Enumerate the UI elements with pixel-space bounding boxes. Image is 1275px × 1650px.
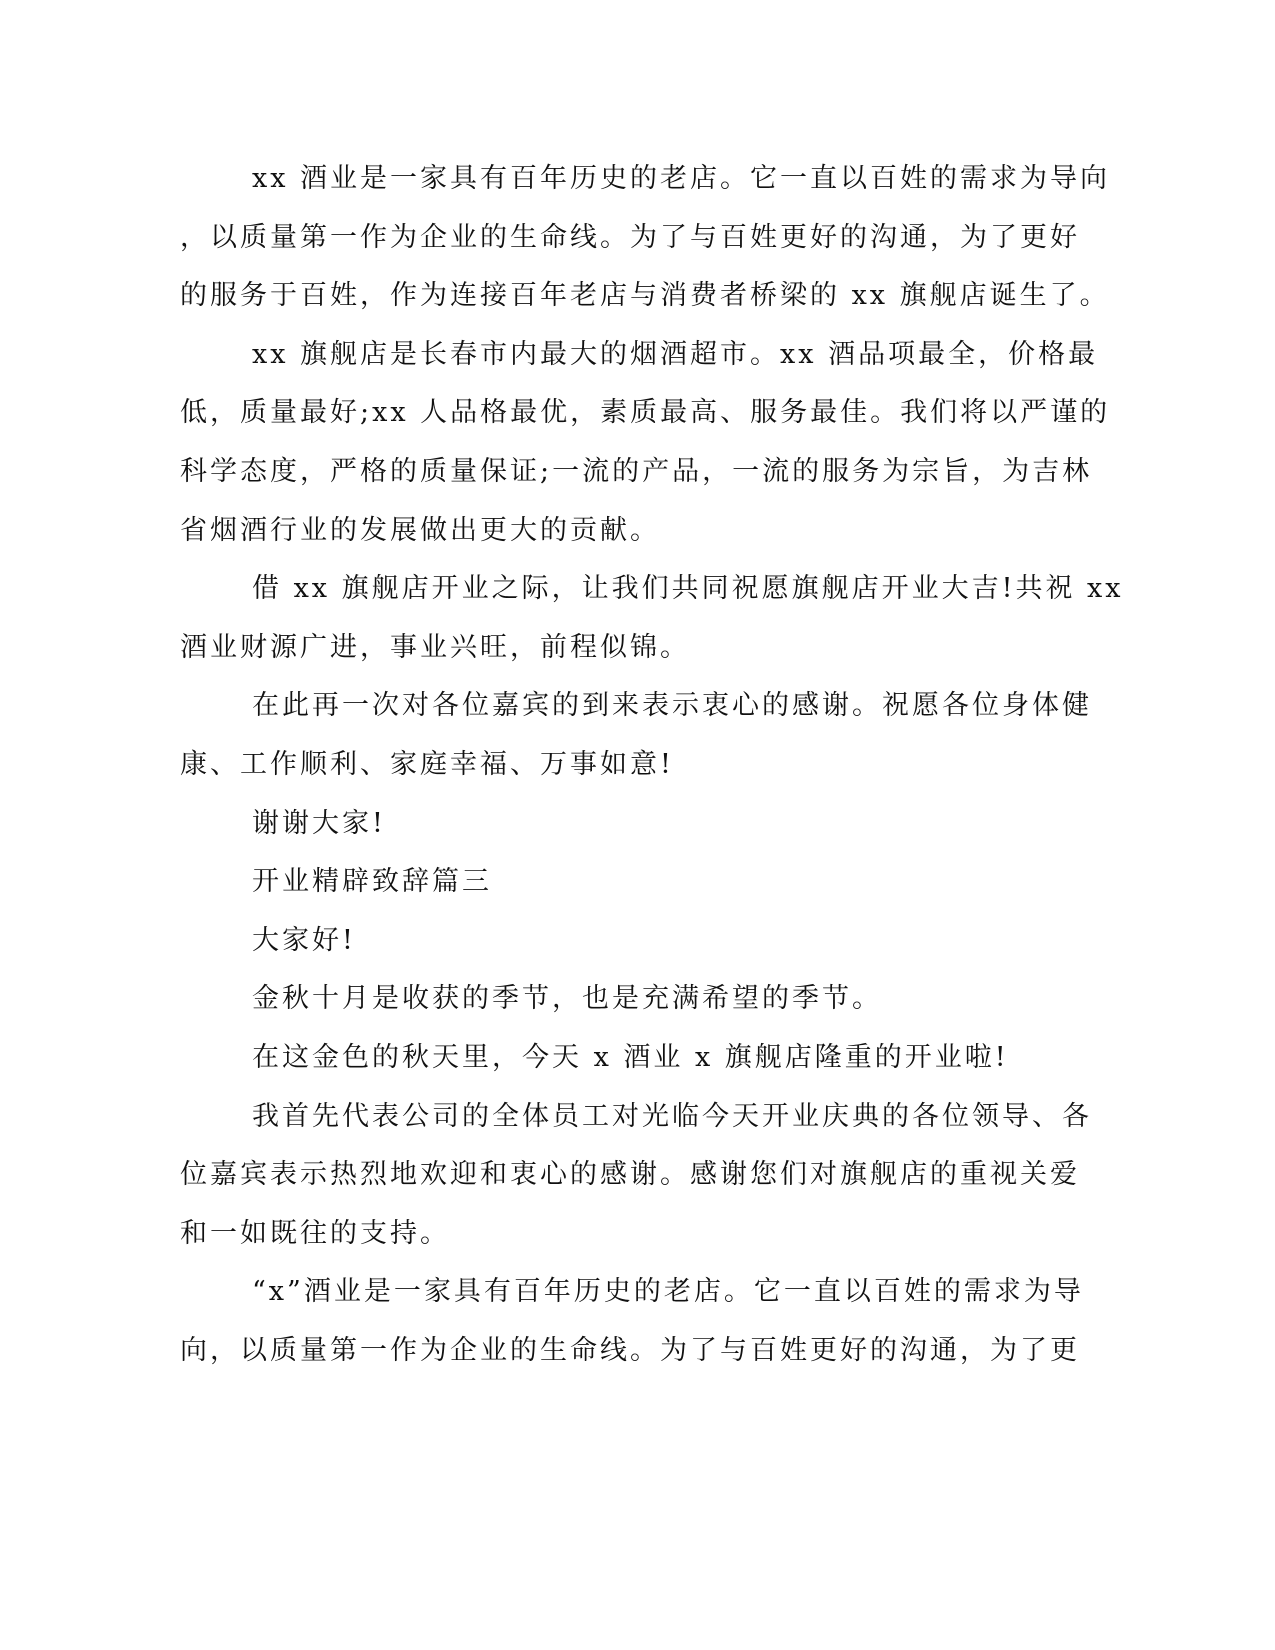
text-line: 在此再一次对各位嘉宾的到来表示衷心的感谢。祝愿各位身体健 [252,690,1092,722]
text-line: 康、工作顺利、家庭幸福、万事如意! [180,748,674,780]
text-line: xx 酒业是一家具有百年历史的老店。它一直以百姓的需求为导向 [252,163,1111,194]
document-page [180,150,1124,1380]
text-line: 借 xx 旗舰店开业之际，让我们共同祝愿旗舰店开业大吉!共祝 xx [252,573,1124,605]
text-line: xx 旗舰店是长春市内最大的烟酒超市。xx 酒品项最全，价格最 [252,338,1099,370]
text-line: 大家好! [252,924,356,956]
text-line: 低，质量最好;xx 人品格最优，素质最高、服务最佳。我们将以严谨的 [180,397,1111,429]
text-line: 省烟酒行业的发展做出更大的贡献。 [180,514,660,546]
text-line: 位嘉宾表示热烈地欢迎和衷心的感谢。感谢您们对旗舰店的重视关爱 [180,1159,1080,1191]
text-line: 我首先代表公司的全体员工对光临今天开业庆典的各位领导、各 [252,1100,1092,1132]
text-line: 在这金色的秋天里，今天 x 酒业 x 旗舰店隆重的开业啦! [252,1041,1009,1073]
text-line: 科学态度，严格的质量保证;一流的产品，一流的服务为宗旨，为吉林 [180,455,1093,487]
text-line: 金秋十月是收获的季节，也是充满希望的季节。 [252,983,882,1015]
text-line: “x”酒业是一家具有百年历史的老店。它一直以百姓的需求为导 [252,1276,1084,1308]
text-line: 谢谢大家! [252,807,386,839]
text-line: 和一如既往的支持。 [180,1217,450,1249]
text-line: 的服务于百姓，作为连接百年老店与消费者桥梁的 xx 旗舰店诞生了。 [180,280,1110,312]
text-line: 酒业财源广进，事业兴旺，前程似锦。 [180,631,690,663]
text-line: 向，以质量第一作为企业的生命线。为了与百姓更好的沟通，为了更 [180,1334,1080,1366]
text-line: ，以质量第一作为企业的生命线。为了与百姓更好的沟通，为了更好 [180,221,1080,253]
section-heading: 开业精辟致辞篇三 [252,866,492,898]
